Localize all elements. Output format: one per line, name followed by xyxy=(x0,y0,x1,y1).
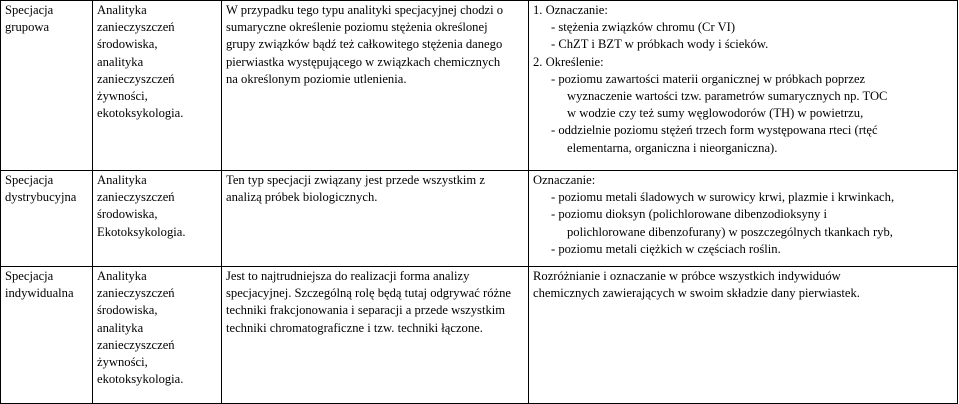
field-line: Analityka xyxy=(97,269,147,283)
example-line: Rozróżnianie i oznaczanie w próbce wszystkich indywiduów xyxy=(533,269,841,283)
application-field-cell xyxy=(93,171,222,267)
description-line: na określonym poziomie utlenienia. xyxy=(226,71,407,86)
field-line: środowiska, xyxy=(97,37,158,52)
example-line: - oddzielnie poziomu stężeń trzech form występowana rteci (rtęć xyxy=(551,123,878,138)
field-line: zanieczyszczeń xyxy=(97,20,175,35)
type-line: grupowa xyxy=(5,20,50,35)
field-line: Analityka xyxy=(97,3,147,17)
description-line: analizą próbek biologicznych. xyxy=(226,190,378,205)
description-line: sumaryczne określenie poziomu stężenia określonej xyxy=(226,20,488,35)
field-line: zanieczyszczeń xyxy=(97,71,175,86)
type-line: Specjacja xyxy=(5,173,54,187)
example-line: chemicznych zawierających w swoim składzie dany pierwiastek. xyxy=(533,286,860,301)
table-row xyxy=(1,171,958,267)
example-line: - ChZT i BZT w próbkach wody i ścieków. xyxy=(551,37,769,52)
description-line: Ten typ specjacji związany jest przede wszystkim z xyxy=(226,173,485,187)
examples-cell xyxy=(529,267,958,404)
examples-cell xyxy=(529,1,958,171)
speciation-type-cell xyxy=(1,267,93,404)
example-line: 1. Oznaczanie: xyxy=(533,3,608,17)
example-line: - poziomu zawartości materii organicznej w próbkach poprzez xyxy=(551,71,866,86)
description-line: specjacyjnej. Szczególną rolę będą tutaj odgrywać różne xyxy=(226,286,511,301)
field-line: środowiska, xyxy=(97,207,158,222)
description-cell xyxy=(222,1,529,171)
description-line: pierwiastka występującego w związkach chemicznych xyxy=(226,54,501,69)
example-line: wyznaczenie wartości tzw. parametrów sumarycznych np. TOC xyxy=(567,89,888,104)
example-line: - poziomu metali śladowych w surowicy krwi, plazmie i krwinkach, xyxy=(551,190,895,205)
speciation-type-cell xyxy=(1,1,93,171)
description-line: W przypadku tego typu analityki specjacyjnej chodzi o xyxy=(226,3,504,17)
table-row xyxy=(1,1,958,171)
application-field-cell xyxy=(93,267,222,404)
description-cell xyxy=(222,267,529,404)
example-line: w wodzie czy też sumy węglowodorów (TH) w powietrzu, xyxy=(567,106,864,121)
field-line: ekotoksykologia. xyxy=(97,372,184,387)
description-cell xyxy=(222,171,529,267)
example-line: - poziomu metali ciężkich w częściach roślin. xyxy=(551,241,781,256)
example-line: - poziomu dioksyn (polichlorowane dibenzodioksyny i xyxy=(551,207,827,222)
table-row xyxy=(1,267,958,404)
example-line: Oznaczanie: xyxy=(533,173,596,187)
field-line: żywności, xyxy=(97,89,148,104)
speciation-type-cell xyxy=(1,171,93,267)
type-line: Specjacja xyxy=(5,3,54,17)
description-line: grupy związków bądź też całkowitego stężenia danego xyxy=(226,37,503,52)
type-line: indywidualna xyxy=(5,286,74,301)
field-line: Ekotoksykologia. xyxy=(97,224,186,239)
speciation-table-body xyxy=(1,1,958,404)
application-field-cell xyxy=(93,1,222,171)
field-line: żywności, xyxy=(97,355,148,370)
description-line: techniki frakcjonowania i separacji a przede wszystkim xyxy=(226,303,506,318)
field-line: środowiska, xyxy=(97,303,158,318)
example-line: 2. Określenie: xyxy=(533,54,604,69)
field-line: zanieczyszczeń xyxy=(97,190,175,205)
field-line: analityka xyxy=(97,54,144,69)
examples-cell xyxy=(529,171,958,267)
type-line: dystrybucyjna xyxy=(5,190,77,205)
description-line: techniki chromatograficzne i tzw. techniki łączone. xyxy=(226,320,483,335)
field-line: zanieczyszczeń xyxy=(97,286,175,301)
field-line: Analityka xyxy=(97,173,147,187)
example-line: elementarna, organiczna i nieorganiczna). xyxy=(567,140,778,155)
field-line: analityka xyxy=(97,320,144,335)
example-line: polichlorowane dibenzofurany) w poszczególnych tkankach ryb, xyxy=(567,224,893,239)
field-line: ekotoksykologia. xyxy=(97,106,184,121)
description-line: Jest to najtrudniejsza do realizacji forma analizy xyxy=(226,269,470,283)
example-line: - stężenia związków chromu (Cr VI) xyxy=(551,20,736,35)
field-line: zanieczyszczeń xyxy=(97,337,175,352)
type-line: Specjacja xyxy=(5,269,54,283)
